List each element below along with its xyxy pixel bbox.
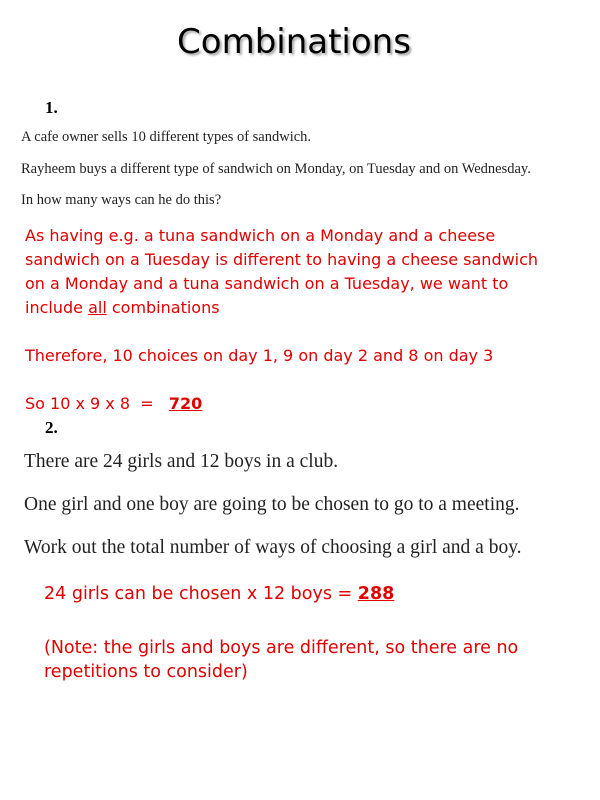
question-2-line: There are 24 girls and 12 boys in a club.: [24, 451, 339, 472]
answer-result: 288: [357, 584, 395, 604]
question-1-number: 1.: [45, 98, 58, 117]
underlined-word: all: [88, 298, 107, 317]
answer-line: As having e.g. a tuna sandwich on a Monday and a cheese: [25, 226, 496, 245]
answer-line: sandwich on a Tuesday is different to having a cheese sandwich: [25, 250, 539, 269]
question-1-answer: [25, 224, 538, 416]
answer-result: 720: [168, 394, 203, 413]
question-2-line: One girl and one boy are going to be chosen to go to a meeting.: [24, 494, 520, 515]
question-2-line: Work out the total number of ways of choosing a girl and a boy.: [24, 537, 522, 558]
question-1-line: In how many ways can he do this?: [21, 192, 222, 208]
question-2-answer: [44, 582, 518, 684]
note-line: repetitions to consider): [44, 662, 248, 682]
question-2-number: 2.: [45, 418, 58, 437]
answer-line: So 10 x 9 x 8 = 720: [25, 394, 203, 413]
page-title: Combinations: [177, 22, 411, 62]
note-line: (Note: the girls and boys are different, so there are no: [44, 638, 519, 658]
question-1-line: Rayheem buys a different type of sandwich on Monday, on Tuesday and on Wednesday.: [21, 161, 531, 177]
answer-line: include all combinations: [25, 298, 220, 317]
answer-line: 24 girls can be chosen x 12 boys = 288: [44, 584, 395, 604]
answer-line: on a Monday and a tuna sandwich on a Tuesday, we want to: [25, 274, 509, 293]
answer-line: Therefore, 10 choices on day 1, 9 on day 2 and 8 on day 3: [25, 346, 494, 365]
question-1-line: A cafe owner sells 10 different types of sandwich.: [21, 129, 312, 145]
